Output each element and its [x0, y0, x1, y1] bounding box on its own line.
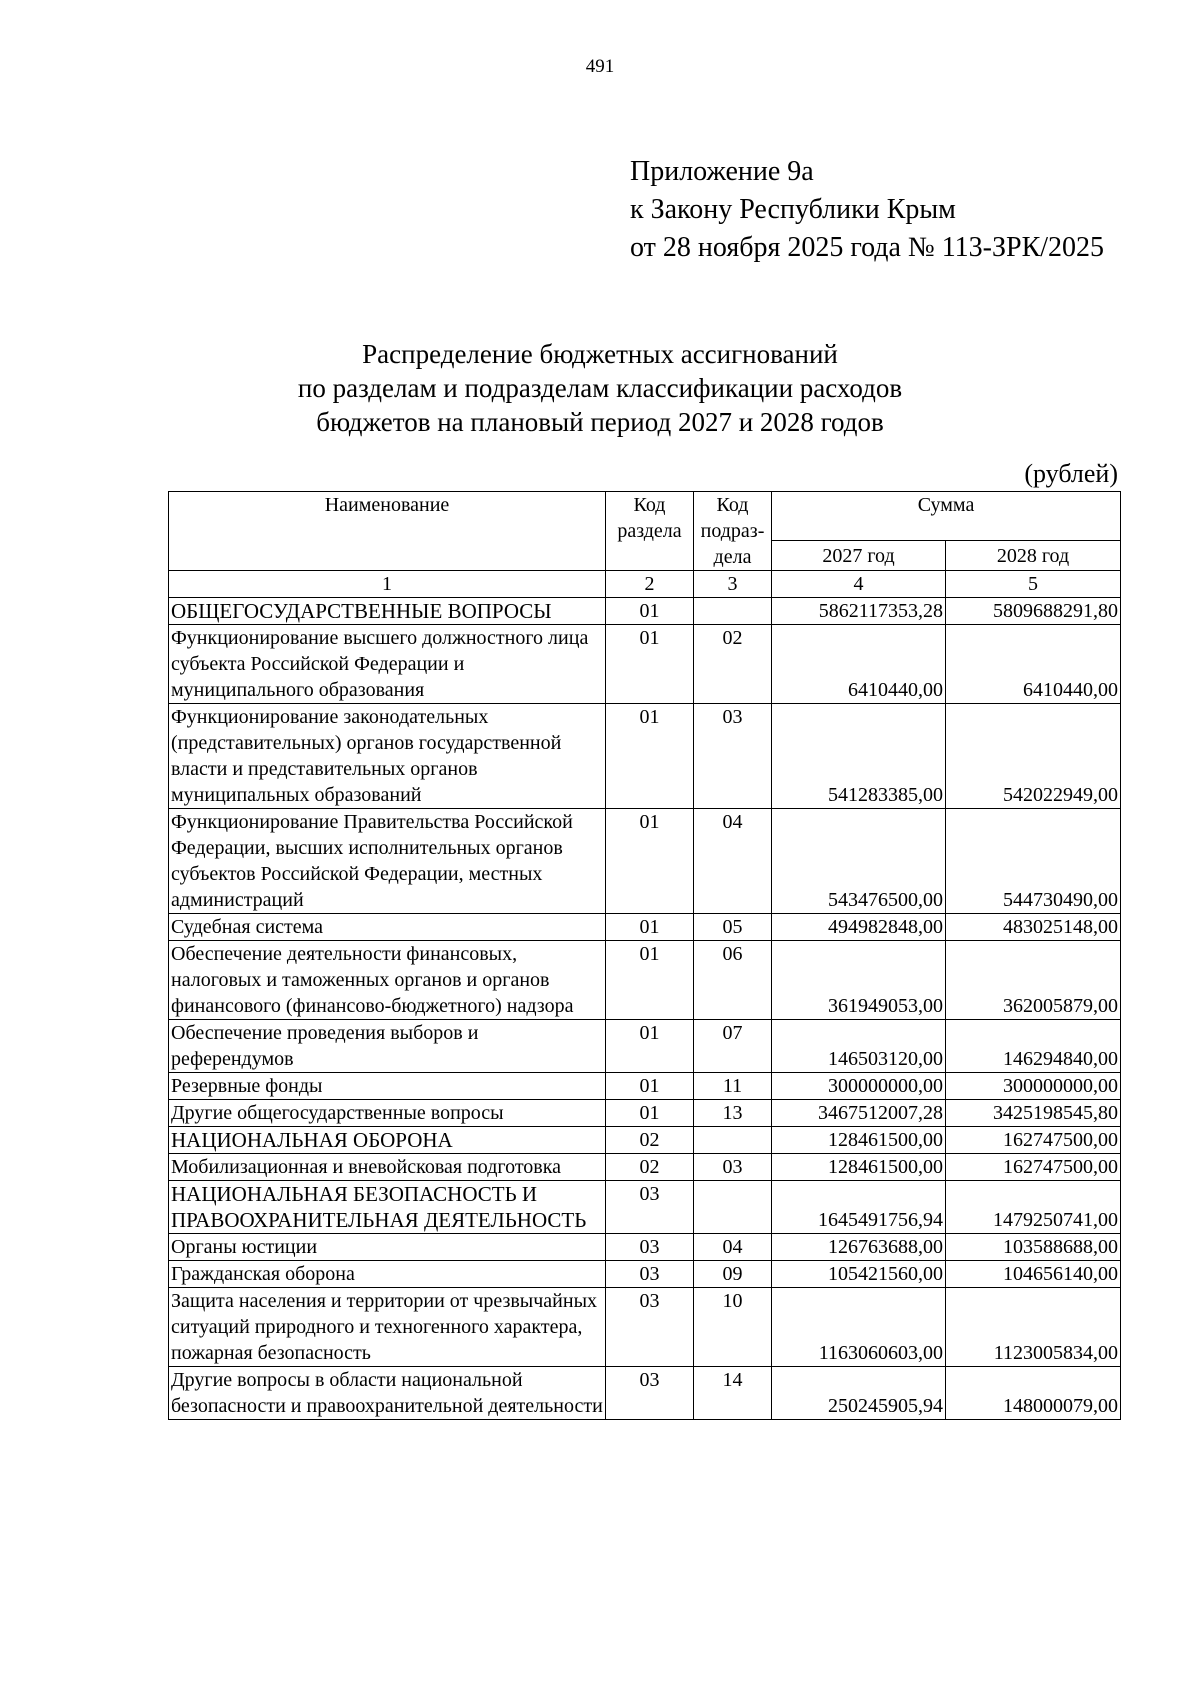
row-amount-2028: 162747500,00: [946, 1154, 1121, 1181]
header-section-code: Код раздела: [606, 492, 694, 571]
row-amount-2027: 146503120,00: [772, 1020, 946, 1073]
row-amount-2027: 3467512007,28: [772, 1100, 946, 1127]
row-amount-2028: 1123005834,00: [946, 1288, 1121, 1367]
row-section-code: 01: [606, 914, 694, 941]
appendix-line-2: к Закону Республики Крым: [630, 194, 956, 225]
row-amount-2027: 543476500,00: [772, 809, 946, 914]
row-subsection-code: 09: [694, 1261, 772, 1288]
row-amount-2027: 126763688,00: [772, 1234, 946, 1261]
table-row: [169, 809, 1121, 914]
row-name: Гражданская оборона: [169, 1261, 606, 1288]
row-subsection-code: 06: [694, 941, 772, 1020]
row-amount-2027: 494982848,00: [772, 914, 946, 941]
appendix-line-3: от 28 ноября 2025 года № 113-ЗРК/2025: [630, 232, 1105, 263]
title-line-1: Распределение бюджетных ассигнований: [362, 339, 838, 369]
header-name: Наименование: [169, 492, 606, 571]
row-name: Функционирование высшего должностного лица субъекта Российской Федерации и муниципального образования: [169, 625, 606, 704]
row-name: Другие общегосударственные вопросы: [169, 1100, 606, 1127]
row-section-code: 03: [606, 1234, 694, 1261]
row-amount-2027: 5862117353,28: [772, 598, 946, 625]
row-section-code: 03: [606, 1367, 694, 1420]
table-row: [169, 1073, 1121, 1100]
row-section-code: 01: [606, 809, 694, 914]
row-amount-2027: 361949053,00: [772, 941, 946, 1020]
row-amount-2028: 103588688,00: [946, 1234, 1121, 1261]
header-sum: Сумма: [772, 492, 1121, 541]
row-name: Судебная система: [169, 914, 606, 941]
row-name: Другие вопросы в области национальной безопасности и правоохранительной деятельности: [169, 1367, 606, 1420]
appendix-header: [630, 153, 1104, 267]
row-amount-2028: 300000000,00: [946, 1073, 1121, 1100]
row-name: Функционирование Правительства Российской Федерации, высших исполнительных органов субъектов Российской Федерации, местных администраций: [169, 809, 606, 914]
row-amount-2028: 146294840,00: [946, 1020, 1121, 1073]
row-subsection-code: [694, 1127, 772, 1154]
column-number: 1: [169, 571, 606, 598]
row-section-code: 01: [606, 598, 694, 625]
header-year-2028: 2028 год: [946, 541, 1121, 571]
table-row: [169, 704, 1121, 809]
row-name: НАЦИОНАЛЬНАЯ ОБОРОНА: [169, 1127, 606, 1154]
row-subsection-code: 10: [694, 1288, 772, 1367]
row-subsection-code: [694, 598, 772, 625]
row-amount-2027: 250245905,94: [772, 1367, 946, 1420]
row-subsection-code: 14: [694, 1367, 772, 1420]
row-amount-2028: 148000079,00: [946, 1367, 1121, 1420]
table-row: [169, 625, 1121, 704]
row-section-code: 02: [606, 1127, 694, 1154]
row-section-code: 01: [606, 1073, 694, 1100]
table-row: [169, 1100, 1121, 1127]
row-amount-2028: 544730490,00: [946, 809, 1121, 914]
row-subsection-code: [694, 1181, 772, 1234]
row-name: ОБЩЕГОСУДАРСТВЕННЫЕ ВОПРОСЫ: [169, 598, 606, 625]
column-number: 5: [946, 571, 1121, 598]
row-subsection-code: 05: [694, 914, 772, 941]
row-section-code: 02: [606, 1154, 694, 1181]
row-amount-2027: 1163060603,00: [772, 1288, 946, 1367]
row-amount-2028: 3425198545,80: [946, 1100, 1121, 1127]
title-line-2: по разделам и подразделам классификации расходов: [297, 373, 903, 403]
row-section-code: 03: [606, 1288, 694, 1367]
column-number: 3: [694, 571, 772, 598]
row-name: Функционирование законодательных (представительных) органов государственной власти и представительных органов муниципальных образований: [169, 704, 606, 809]
table-row: [169, 1261, 1121, 1288]
row-amount-2028: 542022949,00: [946, 704, 1121, 809]
page-number: 491: [585, 56, 615, 77]
row-name: Мобилизационная и вневойсковая подготовка: [169, 1154, 606, 1181]
header-subsection-code: Код подраз- дела: [694, 492, 772, 571]
section-row: [169, 1181, 1121, 1234]
table-row: [169, 914, 1121, 941]
row-name: Обеспечение деятельности финансовых, налоговых и таможенных органов и органов финансового (финансово-бюджетного) надзора: [169, 941, 606, 1020]
row-subsection-code: 04: [694, 809, 772, 914]
header-year-2027: 2027 год: [772, 541, 946, 571]
row-amount-2027: 128461500,00: [772, 1127, 946, 1154]
row-subsection-code: 07: [694, 1020, 772, 1073]
table-row: [169, 1154, 1121, 1181]
row-section-code: 01: [606, 1100, 694, 1127]
row-name: Органы юстиции: [169, 1234, 606, 1261]
row-amount-2028: 6410440,00: [946, 625, 1121, 704]
table-row: [169, 1234, 1121, 1261]
row-amount-2027: 541283385,00: [772, 704, 946, 809]
table-row: [169, 1020, 1121, 1073]
appendix-line-1: Приложение 9а: [630, 156, 814, 187]
row-amount-2027: 1645491756,94: [772, 1181, 946, 1234]
row-subsection-code: 03: [694, 1154, 772, 1181]
row-subsection-code: 02: [694, 625, 772, 704]
row-section-code: 01: [606, 704, 694, 809]
section-row: [169, 1127, 1121, 1154]
row-amount-2027: 105421560,00: [772, 1261, 946, 1288]
row-subsection-code: 04: [694, 1234, 772, 1261]
row-amount-2028: 1479250741,00: [946, 1181, 1121, 1234]
row-name: Обеспечение проведения выборов и референдумов: [169, 1020, 606, 1073]
row-amount-2027: 300000000,00: [772, 1073, 946, 1100]
row-section-code: 01: [606, 941, 694, 1020]
section-row: [169, 598, 1121, 625]
row-section-code: 01: [606, 1020, 694, 1073]
row-amount-2028: 362005879,00: [946, 941, 1121, 1020]
table-body: [169, 598, 1121, 1420]
column-number: 4: [772, 571, 946, 598]
row-amount-2027: 6410440,00: [772, 625, 946, 704]
row-name: Резервные фонды: [169, 1073, 606, 1100]
row-subsection-code: 11: [694, 1073, 772, 1100]
row-section-code: 03: [606, 1181, 694, 1234]
row-amount-2028: 162747500,00: [946, 1127, 1121, 1154]
row-amount-2028: 483025148,00: [946, 914, 1121, 941]
document-title: [0, 337, 1200, 439]
table-row: [169, 1288, 1121, 1367]
row-name: Защита населения и территории от чрезвычайных ситуаций природного и техногенного характера, пожарная безопасность: [169, 1288, 606, 1367]
units-label: (рублей): [1024, 459, 1118, 488]
budget-table: [168, 491, 1121, 1420]
row-name: НАЦИОНАЛЬНАЯ БЕЗОПАСНОСТЬ И ПРАВООХРАНИТЕЛЬНАЯ ДЕЯТЕЛЬНОСТЬ: [169, 1181, 606, 1234]
row-section-code: 03: [606, 1261, 694, 1288]
row-amount-2028: 104656140,00: [946, 1261, 1121, 1288]
row-section-code: 01: [606, 625, 694, 704]
title-line-3: бюджетов на плановый период 2027 и 2028 годов: [316, 407, 884, 437]
table-row: [169, 1367, 1121, 1420]
row-amount-2028: 5809688291,80: [946, 598, 1121, 625]
row-subsection-code: 13: [694, 1100, 772, 1127]
row-subsection-code: 03: [694, 704, 772, 809]
table-row: [169, 941, 1121, 1020]
column-number: 2: [606, 571, 694, 598]
row-amount-2027: 128461500,00: [772, 1154, 946, 1181]
